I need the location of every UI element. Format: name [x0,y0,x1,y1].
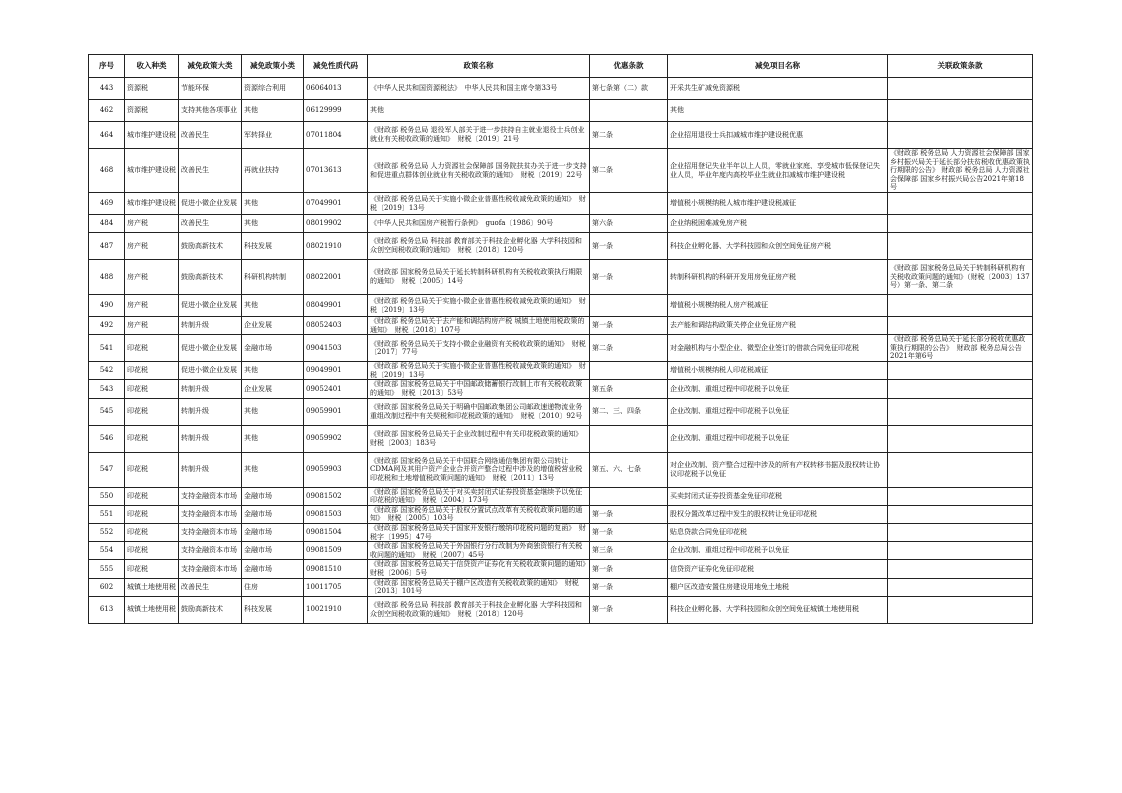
cell-revenue-type: 印花税 [125,505,179,523]
cell-policy-subcategory: 其他 [242,215,304,233]
cell-item-name: 企业纳税困难减免房产税 [668,215,888,233]
cell-seq: 492 [89,317,125,335]
table-row [89,335,1033,362]
cell-related-clause [888,233,1033,260]
table-row [89,578,1033,596]
cell-policy-subcategory: 资源综合利用 [242,78,304,100]
cell-policy-subcategory: 其他 [242,425,304,452]
cell-seq: 543 [89,380,125,398]
cell-clause: 第一条 [590,578,668,596]
cell-policy-name: 《财政部 税务总局 人力资源社会保障部 国务院扶贫办关于进一步支持和促进重点群体创业就业有关税收政策的通知》 财税〔2019〕22号 [368,149,590,193]
table-row [89,487,1033,505]
header-item-name: 减免项目名称 [668,55,888,78]
cell-policy-name: 《财政部 国家税务总局关于明确中国邮政集团公司邮政速递物流业务重组改制过程中有关契税和印花税政策的通知》 财税〔2010〕92号 [368,398,590,425]
cell-related-clause [888,193,1033,215]
cell-policy-category: 转制升级 [179,380,242,398]
cell-policy-subcategory: 金融市场 [242,542,304,560]
cell-related-clause [888,398,1033,425]
table-row [89,100,1033,122]
cell-code: 07013613 [304,149,368,193]
cell-seq: 462 [89,100,125,122]
cell-seq: 541 [89,335,125,362]
cell-policy-category: 鼓励高新技术 [179,596,242,623]
cell-policy-subcategory: 其他 [242,362,304,380]
table-row [89,233,1033,260]
cell-policy-name: 《财政部 税务总局 科技部 教育部关于科技企业孵化器 大学科技园和众创空间税收政策的通知》 财税〔2018〕120号 [368,596,590,623]
table-row [89,542,1033,560]
cell-clause [590,425,668,452]
cell-policy-category: 支持金融资本市场 [179,505,242,523]
cell-policy-name: 《中华人民共和国资源税法》 中华人民共和国主席令第33号 [368,78,590,100]
table-row [89,215,1033,233]
cell-seq: 547 [89,452,125,487]
cell-seq: 488 [89,260,125,295]
cell-related-clause [888,425,1033,452]
cell-item-name: 买卖封闭式证券投资基金免征印花税 [668,487,888,505]
cell-related-clause [888,362,1033,380]
cell-policy-name: 《财政部 国家税务总局关于中国联合网络通信集团有限公司转让CDMA网及其用户资产企业合并资产整合过程中涉及的增值税营业税印花税和土地增值税政策问题的通知》 财税〔2011〕13号 [368,452,590,487]
cell-policy-name: 《财政部 国家税务总局关于信贷资产证券化有关税收政策问题的通知》 财税〔2006〕5号 [368,560,590,578]
cell-item-name: 股权分置改革过程中发生的股权转让免征印花税 [668,505,888,523]
cell-policy-subcategory: 金融市场 [242,560,304,578]
cell-code: 09081510 [304,560,368,578]
cell-policy-subcategory: 军转择业 [242,122,304,149]
cell-code: 09059901 [304,398,368,425]
cell-seq: 484 [89,215,125,233]
cell-policy-subcategory: 其他 [242,398,304,425]
cell-clause: 第一条 [590,523,668,541]
cell-policy-subcategory: 企业发展 [242,317,304,335]
tax-policy-table [88,54,1033,624]
cell-revenue-type: 城镇土地使用税 [125,596,179,623]
cell-policy-name: 《财政部 税务总局关于实施小微企业普惠性税收减免政策的通知》 财税〔2019〕13号 [368,362,590,380]
header-policy-name: 政策名称 [368,55,590,78]
cell-revenue-type: 资源税 [125,78,179,100]
table-row [89,523,1033,541]
cell-related-clause [888,122,1033,149]
cell-policy-subcategory: 其他 [242,295,304,317]
cell-clause: 第一条 [590,596,668,623]
cell-code: 10011705 [304,578,368,596]
cell-policy-category: 鼓励高新技术 [179,260,242,295]
cell-related-clause [888,505,1033,523]
cell-policy-subcategory: 科技发展 [242,596,304,623]
cell-item-name: 去产能和调结构政策关停企业免征房产税 [668,317,888,335]
cell-policy-category: 支持金融资本市场 [179,487,242,505]
cell-seq: 464 [89,122,125,149]
cell-revenue-type: 资源税 [125,100,179,122]
cell-policy-category: 促进小微企业发展 [179,295,242,317]
cell-code: 07011804 [304,122,368,149]
cell-item-name: 开采共生矿减免资源税 [668,78,888,100]
cell-revenue-type: 印花税 [125,425,179,452]
header-clause: 优惠条款 [590,55,668,78]
cell-clause: 第一条 [590,260,668,295]
cell-related-clause [888,452,1033,487]
header-code: 减免性质代码 [304,55,368,78]
cell-item-name: 增值税小规模纳税人城市维护建设税减征 [668,193,888,215]
cell-code: 06064013 [304,78,368,100]
table-header-row [89,55,1033,78]
cell-clause: 第三条 [590,542,668,560]
table-row [89,78,1033,100]
cell-policy-name: 《财政部 国家税务总局关于股权分置试点改革有关税收政策问题的通知》 财税〔2005〕103号 [368,505,590,523]
header-policy-subcategory: 减免政策小类 [242,55,304,78]
cell-related-clause [888,78,1033,100]
policy-table-container [88,54,1032,624]
cell-policy-name: 《财政部 国家税务总局关于企业改制过程中有关印花税政策的通知》 财税〔2003〕183号 [368,425,590,452]
cell-item-name: 企业改制、重组过程中印花税予以免征 [668,542,888,560]
cell-policy-name: 《财政部 国家税务总局关于棚户区改造有关税收政策的通知》 财税〔2013〕101号 [368,578,590,596]
cell-policy-name: 《中华人民共和国房产税暂行条例》 guofa〔1986〕90号 [368,215,590,233]
cell-item-name: 企业招用退役士兵扣减城市维护建设税优惠 [668,122,888,149]
cell-code: 08049901 [304,295,368,317]
cell-code: 09041503 [304,335,368,362]
cell-revenue-type: 印花税 [125,487,179,505]
table-row [89,452,1033,487]
cell-related-clause [888,560,1033,578]
cell-revenue-type: 城市维护建设税 [125,149,179,193]
cell-related-clause: 《财政部 国家税务总局关于转制科研机构有关税收政策问题的通知》（财税〔2003〕137号）第一条、第二条 [888,260,1033,295]
cell-item-name: 其他 [668,100,888,122]
header-policy-category: 减免政策大类 [179,55,242,78]
cell-item-name: 企业改制、重组过程中印花税予以免征 [668,398,888,425]
cell-policy-name: 《财政部 税务总局关于支持小微企业融资有关税收政策的通知》 财税〔2017〕77号 [368,335,590,362]
cell-related-clause [888,295,1033,317]
cell-policy-category: 促进小微企业发展 [179,335,242,362]
cell-code: 09081509 [304,542,368,560]
cell-code: 09059903 [304,452,368,487]
cell-policy-subcategory: 金融市场 [242,523,304,541]
cell-code: 09081502 [304,487,368,505]
table-row [89,260,1033,295]
cell-clause: 第一条 [590,233,668,260]
cell-policy-subcategory: 企业发展 [242,380,304,398]
cell-code: 09059902 [304,425,368,452]
cell-clause: 第二、三、四条 [590,398,668,425]
cell-revenue-type: 房产税 [125,317,179,335]
cell-clause: 第五、六、七条 [590,452,668,487]
cell-seq: 554 [89,542,125,560]
cell-seq: 545 [89,398,125,425]
cell-policy-category: 支持金融资本市场 [179,523,242,541]
cell-policy-subcategory: 金融市场 [242,335,304,362]
cell-policy-subcategory: 其他 [242,193,304,215]
table-row [89,193,1033,215]
cell-revenue-type: 房产税 [125,215,179,233]
cell-item-name: 增值税小规模纳税人房产税减征 [668,295,888,317]
cell-revenue-type: 印花税 [125,523,179,541]
cell-item-name: 对金融机构与小型企业、微型企业签订的借款合同免征印花税 [668,335,888,362]
cell-revenue-type: 房产税 [125,295,179,317]
cell-revenue-type: 印花税 [125,335,179,362]
cell-policy-category: 支持其他各项事业 [179,100,242,122]
cell-related-clause [888,215,1033,233]
cell-code: 09052401 [304,380,368,398]
cell-policy-category: 促进小微企业发展 [179,362,242,380]
header-revenue-type: 收入种类 [125,55,179,78]
cell-policy-subcategory: 再就业扶持 [242,149,304,193]
cell-revenue-type: 房产税 [125,260,179,295]
cell-related-clause [888,578,1033,596]
cell-related-clause: 《财政部 税务总局 人力资源社会保障部 国家乡村振兴局关于延长部分扶贫税收优惠政策执行期限的公告》 财政部 税务总局 人力资源社会保障部 国家乡村振兴局公告2021年第18号 [888,149,1033,193]
cell-clause [590,362,668,380]
cell-policy-name: 《财政部 税务总局 科技部 教育部关于科技企业孵化器 大学科技园和众创空间税收政策的通知》 财税〔2018〕120号 [368,233,590,260]
cell-related-clause [888,596,1033,623]
cell-seq: 551 [89,505,125,523]
cell-revenue-type: 印花税 [125,398,179,425]
cell-item-name: 科技企业孵化器、大学科技园和众创空间免征房产税 [668,233,888,260]
cell-code: 07049901 [304,193,368,215]
table-row [89,560,1033,578]
cell-policy-subcategory: 金融市场 [242,505,304,523]
cell-clause: 第二条 [590,335,668,362]
cell-policy-name: 《财政部 国家税务总局关于延长转制科研机构有关税收政策执行期限的通知》 财税〔2005〕14号 [368,260,590,295]
cell-code: 09081503 [304,505,368,523]
cell-seq: 552 [89,523,125,541]
cell-seq: 443 [89,78,125,100]
table-row [89,425,1033,452]
cell-policy-name: 《财政部 税务总局 退役军人部关于进一步扶持自主就业退役士兵创业就业有关税收政策的通知》 财税〔2019〕21号 [368,122,590,149]
table-row [89,362,1033,380]
cell-clause: 第七条第（二）款 [590,78,668,100]
cell-policy-name: 《财政部 税务总局关于实施小微企业普惠性税收减免政策的通知》 财税〔2019〕13号 [368,193,590,215]
table-row [89,295,1033,317]
cell-revenue-type: 印花税 [125,380,179,398]
cell-policy-category: 促进小微企业发展 [179,193,242,215]
cell-policy-category: 转制升级 [179,398,242,425]
cell-seq: 487 [89,233,125,260]
cell-item-name: 企业招用登记失业半年以上人员，零就业家庭、享受城市低保登记失业人员，毕业年度内高校毕业生就业扣减城市维护建设税 [668,149,888,193]
cell-item-name: 对企业改制、资产整合过程中涉及的所有产权转移书据及股权转让协议印花税予以免征 [668,452,888,487]
cell-seq: 490 [89,295,125,317]
cell-related-clause [888,542,1033,560]
cell-policy-category: 改善民生 [179,149,242,193]
cell-seq: 613 [89,596,125,623]
cell-clause: 第五条 [590,380,668,398]
cell-policy-name: 《财政部 国家税务总局关于国家开发银行缴纳印花税问题的复函》 财税字〔1995〕47号 [368,523,590,541]
cell-revenue-type: 印花税 [125,542,179,560]
cell-policy-subcategory: 科技发展 [242,233,304,260]
cell-revenue-type: 印花税 [125,560,179,578]
cell-clause [590,487,668,505]
cell-related-clause: 《财政部 税务总局关于延长部分税收优惠政策执行期限的公告》 财政部 税务总局公告2021年第6号 [888,335,1033,362]
cell-item-name: 科技企业孵化器、大学科技园和众创空间免征城镇土地使用税 [668,596,888,623]
table-row [89,596,1033,623]
cell-item-name: 企业改制、重组过程中印花税予以免征 [668,425,888,452]
cell-seq: 469 [89,193,125,215]
table-row [89,380,1033,398]
cell-policy-category: 支持金融资本市场 [179,542,242,560]
table-row [89,317,1033,335]
cell-policy-category: 支持金融资本市场 [179,560,242,578]
cell-item-name: 信贷资产证券化免征印花税 [668,560,888,578]
table-row [89,505,1033,523]
cell-clause: 第一条 [590,505,668,523]
cell-code: 08052403 [304,317,368,335]
cell-policy-name: 《财政部 国家税务总局关于外国银行分行改制为外商独资银行有关税收问题的通知》 财税〔2007〕45号 [368,542,590,560]
cell-clause: 第二条 [590,122,668,149]
cell-related-clause [888,523,1033,541]
cell-related-clause [888,487,1033,505]
cell-code: 10021910 [304,596,368,623]
cell-related-clause [888,100,1033,122]
cell-related-clause [888,380,1033,398]
cell-code: 09049901 [304,362,368,380]
cell-clause: 第二条 [590,149,668,193]
cell-policy-name: 《财政部 国家税务总局关于中国邮政储蓄银行改制上市有关税收政策的通知》 财税〔2013〕53号 [368,380,590,398]
cell-code: 08019902 [304,215,368,233]
cell-revenue-type: 城镇土地使用税 [125,578,179,596]
cell-code: 08022001 [304,260,368,295]
cell-policy-subcategory: 科研机构转制 [242,260,304,295]
table-row [89,122,1033,149]
cell-item-name: 企业改制、重组过程中印花税予以免征 [668,380,888,398]
cell-policy-name: 《财政部 税务总局关于实施小微企业普惠性税收减免政策的通知》 财税〔2019〕13号 [368,295,590,317]
cell-policy-category: 转制升级 [179,317,242,335]
cell-code: 06129999 [304,100,368,122]
cell-policy-category: 转制升级 [179,425,242,452]
cell-policy-category: 鼓励高新技术 [179,233,242,260]
cell-seq: 546 [89,425,125,452]
cell-policy-category: 改善民生 [179,122,242,149]
cell-policy-subcategory: 其他 [242,452,304,487]
cell-policy-subcategory: 金融市场 [242,487,304,505]
header-related-clause: 关联政策条款 [888,55,1033,78]
cell-clause: 第一条 [590,560,668,578]
cell-policy-category: 改善民生 [179,578,242,596]
cell-policy-category: 节能环保 [179,78,242,100]
cell-policy-name: 《财政部 税务总局关于去产能和调结构房产税 城镇土地使用税政策的通知》 财税〔2018〕107号 [368,317,590,335]
cell-item-name: 增值税小规模纳税人印花税减征 [668,362,888,380]
cell-revenue-type: 房产税 [125,233,179,260]
cell-policy-name: 《财政部 国家税务总局关于对买卖封闭式证券投资基金继续予以免征印花税的通知》 财税〔2004〕173号 [368,487,590,505]
cell-seq: 468 [89,149,125,193]
cell-seq: 542 [89,362,125,380]
cell-clause: 第六条 [590,215,668,233]
cell-clause [590,295,668,317]
cell-seq: 555 [89,560,125,578]
cell-clause [590,100,668,122]
cell-seq: 602 [89,578,125,596]
cell-policy-name: 其他 [368,100,590,122]
cell-clause: 第一条 [590,317,668,335]
cell-seq: 550 [89,487,125,505]
cell-policy-subcategory: 住房 [242,578,304,596]
header-seq: 序号 [89,55,125,78]
cell-item-name: 贴息贷款合同免征印花税 [668,523,888,541]
cell-policy-category: 改善民生 [179,215,242,233]
cell-revenue-type: 城市维护建设税 [125,122,179,149]
cell-revenue-type: 印花税 [125,362,179,380]
cell-policy-subcategory: 其他 [242,100,304,122]
cell-item-name: 棚户区改造安置住房建设用地免土地税 [668,578,888,596]
table-body [89,78,1033,624]
cell-revenue-type: 城市维护建设税 [125,193,179,215]
table-row [89,398,1033,425]
cell-item-name: 转制科研机构的科研开发用房免征房产税 [668,260,888,295]
cell-policy-category: 转制升级 [179,452,242,487]
cell-code: 09081504 [304,523,368,541]
cell-clause [590,193,668,215]
table-row [89,149,1033,193]
cell-revenue-type: 印花税 [125,452,179,487]
cell-code: 08021910 [304,233,368,260]
cell-related-clause [888,317,1033,335]
